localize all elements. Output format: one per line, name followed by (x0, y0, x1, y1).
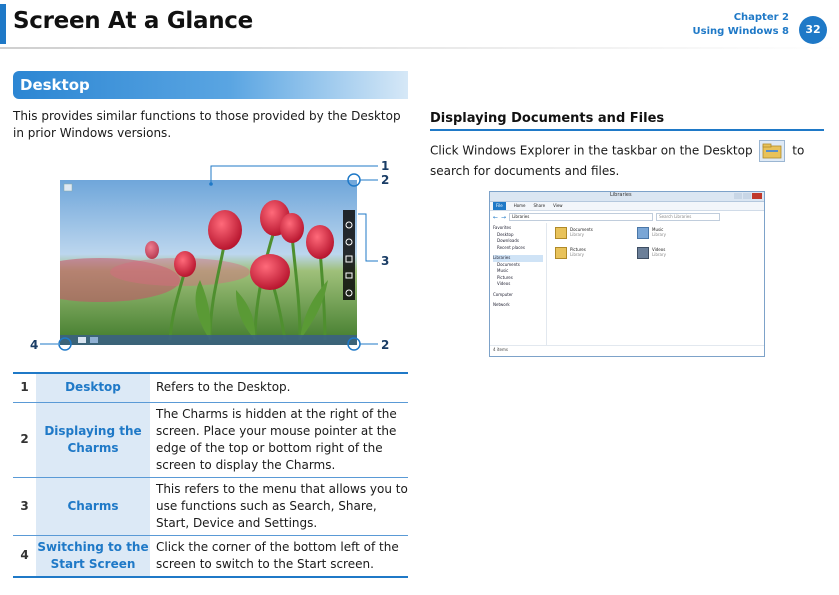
desktop-screenshot (60, 180, 357, 345)
item-name: Pictures (570, 247, 586, 252)
callout-1: 1 (381, 159, 390, 173)
tab-home[interactable]: Home (513, 203, 526, 208)
library-item[interactable] (555, 227, 593, 239)
page-number-badge: 32 (799, 16, 827, 44)
header-accent-bar (0, 4, 6, 44)
videos-library-icon (637, 247, 649, 259)
page-title: Screen At a Glance (13, 8, 253, 34)
item-type: Library (570, 232, 584, 237)
row-description: Click the corner of the bottom left of the screen to switch to the Start screen. (156, 539, 399, 571)
table-row (13, 402, 408, 477)
windows-explorer-icon (759, 140, 785, 162)
back-arrow-icon[interactable]: ← (493, 213, 499, 221)
close-button[interactable] (752, 193, 762, 199)
tulip-wallpaper (60, 180, 357, 345)
window-controls (734, 193, 762, 199)
item-name: Documents (570, 227, 593, 232)
item-type: Library (652, 232, 666, 237)
nav-pictures[interactable]: Pictures (497, 274, 513, 280)
content-pane (547, 223, 764, 345)
nav-videos[interactable]: Videos (497, 281, 511, 286)
callout-table (13, 372, 408, 578)
library-item[interactable] (637, 247, 666, 259)
music-library-icon (637, 227, 649, 239)
item-name: Music (652, 227, 664, 232)
window-title: Libraries (610, 192, 632, 198)
title-bar (490, 192, 764, 202)
row-number: 1 (20, 380, 29, 395)
callout-4: 4 (30, 338, 39, 352)
text-before-icon: Click Windows Explorer in the taskbar on the Desktop (430, 143, 753, 158)
explorer-body (490, 223, 764, 345)
table-row (13, 373, 408, 402)
forward-arrow-icon[interactable]: → (501, 213, 507, 221)
table-row (13, 535, 408, 577)
row-number: 4 (20, 548, 29, 563)
nav-music[interactable]: Music (497, 268, 509, 273)
navigation-pane (490, 223, 547, 345)
table-row (13, 477, 408, 535)
nav-libraries[interactable]: Libraries (493, 255, 543, 262)
explorer-window (489, 191, 765, 357)
row-term: Desktop (36, 373, 150, 402)
section-intro: This provides similar functions to those provided by the Desktop in prior Windows versions. (13, 109, 401, 140)
maximize-button[interactable] (743, 193, 751, 199)
address-bar[interactable]: Libraries (509, 213, 653, 221)
row-term: Switching to the Start Screen (36, 535, 150, 577)
row-description: This refers to the menu that allows you to use functions such as Search, Share, Start, Device and Settings. (156, 481, 408, 530)
nav-computer[interactable]: Computer (493, 291, 513, 297)
nav-network[interactable]: Network (493, 302, 510, 307)
row-term: Displaying the Charms (36, 402, 150, 477)
chapter-number: Chapter 2 (733, 12, 789, 23)
section-title: Desktop (20, 76, 90, 94)
callout-2-bottom: 2 (381, 338, 390, 352)
nav-desktop[interactable]: Desktop (497, 231, 514, 237)
subsection-text (430, 140, 810, 180)
tab-file[interactable]: File (493, 202, 506, 210)
item-type: Library (570, 252, 584, 257)
chapter-label (693, 11, 790, 39)
address-row (490, 211, 764, 223)
callout-3: 3 (381, 254, 390, 268)
status-bar: 4 items (490, 345, 764, 354)
nav-documents[interactable]: Documents (497, 261, 520, 267)
tab-share[interactable]: Share (533, 203, 546, 208)
tab-view[interactable]: View (553, 203, 563, 208)
row-description: The Charms is hidden at the right of the screen. Place your mouse pointer at the edge of the top or bottom right of the screen to display the Charms. (156, 406, 397, 472)
minimize-button[interactable] (734, 193, 742, 199)
row-description: Refers to the Desktop. (156, 380, 291, 395)
library-item[interactable] (555, 247, 586, 259)
subsection-title: Displaying Documents and Files (430, 111, 665, 126)
item-type: Library (652, 252, 666, 257)
nav-favorites[interactable]: Favorites (493, 225, 512, 230)
chapter-subtitle: Using Windows 8 (692, 26, 789, 37)
library-item[interactable] (637, 227, 666, 239)
row-number: 3 (20, 498, 29, 513)
search-input[interactable]: Search Libraries (656, 213, 720, 221)
header-divider (0, 47, 839, 49)
pictures-library-icon (555, 247, 567, 259)
nav-downloads[interactable]: Downloads (497, 238, 519, 243)
item-name: Videos (652, 247, 666, 252)
subsection-underline (430, 129, 824, 131)
row-term: Charms (36, 477, 150, 535)
row-number: 2 (20, 432, 29, 446)
ribbon-tabs (490, 202, 764, 211)
nav-recent-places[interactable]: Recent places (497, 244, 525, 250)
callout-2-top: 2 (381, 173, 390, 187)
text-after-icon: to search for documents and files. (430, 143, 805, 178)
documents-library-icon (555, 227, 567, 239)
